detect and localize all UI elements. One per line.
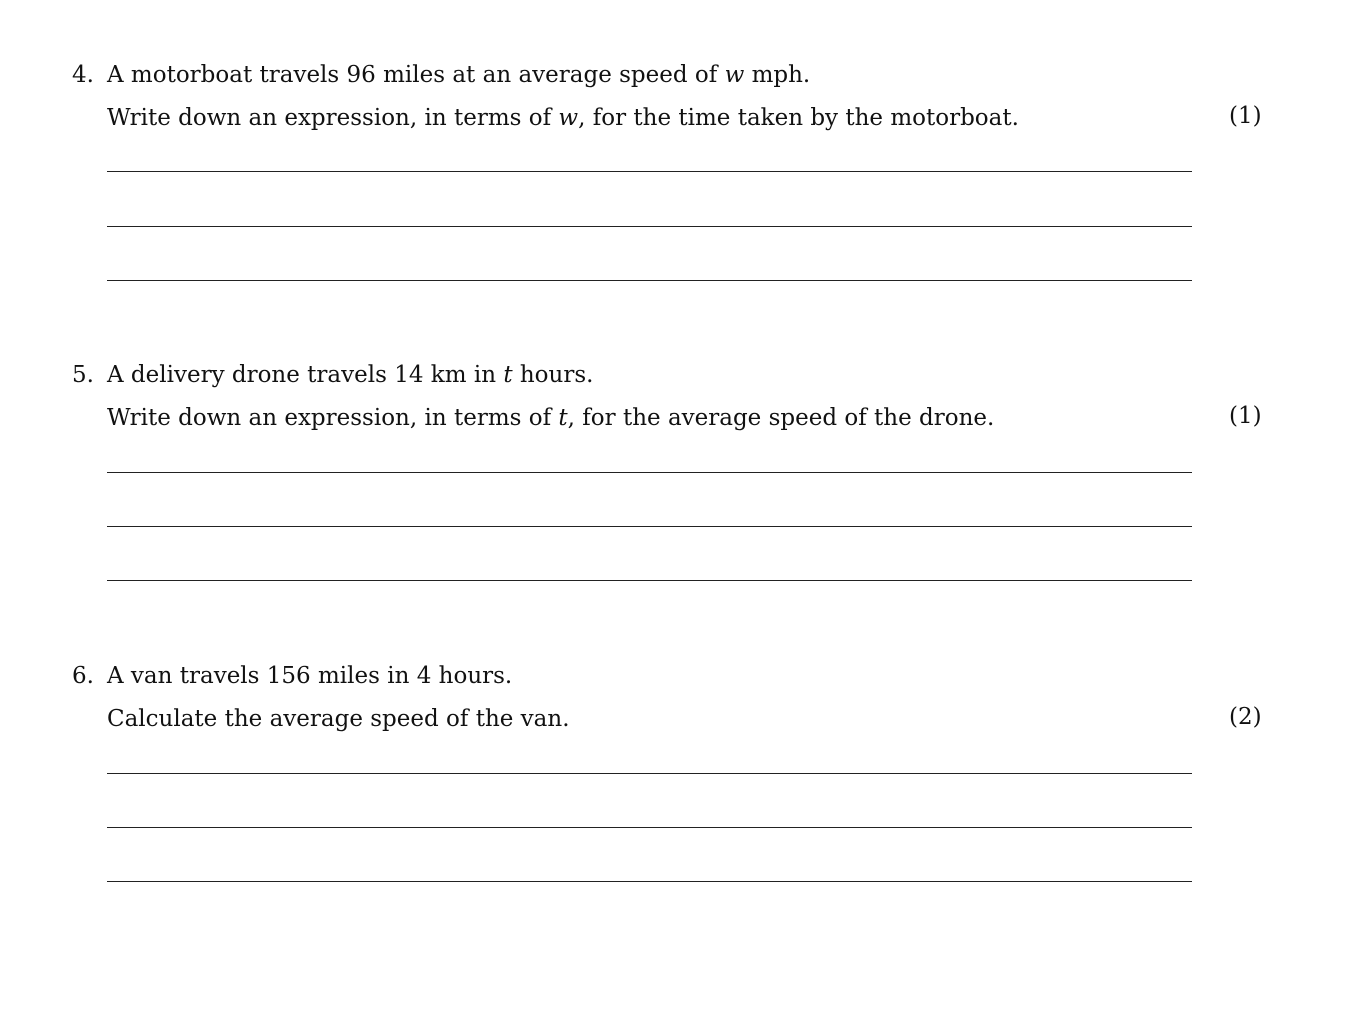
- question-6: [0, 619, 1358, 919]
- stem-text: mph.: [744, 62, 811, 88]
- answer-line[interactable]: [107, 171, 1192, 172]
- task-text: , for the time taken by the motorboat.: [578, 105, 1019, 131]
- question-stem: [107, 659, 512, 693]
- answer-line[interactable]: [107, 827, 1192, 828]
- marks-label: (1): [1229, 403, 1262, 429]
- question-4: [0, 18, 1358, 318]
- question-task: [107, 702, 570, 736]
- task-text: Write down an expression, in terms of: [107, 405, 559, 431]
- variable: w: [558, 105, 579, 131]
- stem-text: hours.: [512, 362, 594, 388]
- answer-line[interactable]: [107, 881, 1192, 882]
- answer-line[interactable]: [107, 580, 1192, 581]
- question-task: [107, 101, 1019, 135]
- question-number: 4.: [72, 62, 94, 88]
- answer-line[interactable]: [107, 773, 1192, 774]
- answer-line[interactable]: [107, 226, 1192, 227]
- marks-label: (1): [1229, 103, 1262, 129]
- task-text: Write down an expression, in terms of: [107, 105, 559, 131]
- answer-line[interactable]: [107, 472, 1192, 473]
- variable: t: [503, 362, 513, 388]
- variable: w: [724, 62, 745, 88]
- answer-line[interactable]: [107, 280, 1192, 281]
- stem-text: A van travels 156 miles in 4 hours.: [107, 663, 513, 689]
- stem-text: A delivery drone travels 14 km in: [107, 362, 504, 388]
- question-number: 6.: [72, 663, 94, 689]
- question-number: 5.: [72, 362, 94, 388]
- question-task: [107, 401, 994, 435]
- stem-text: A motorboat travels 96 miles at an average speed of: [107, 62, 725, 88]
- task-text: , for the average speed of the drone.: [567, 405, 995, 431]
- question-stem: [107, 58, 810, 92]
- answer-line[interactable]: [107, 526, 1192, 527]
- marks-label: (2): [1229, 704, 1262, 730]
- question-5: [0, 318, 1358, 618]
- task-text: Calculate the average speed of the van.: [107, 706, 570, 732]
- variable: t: [558, 405, 568, 431]
- question-stem: [107, 358, 593, 392]
